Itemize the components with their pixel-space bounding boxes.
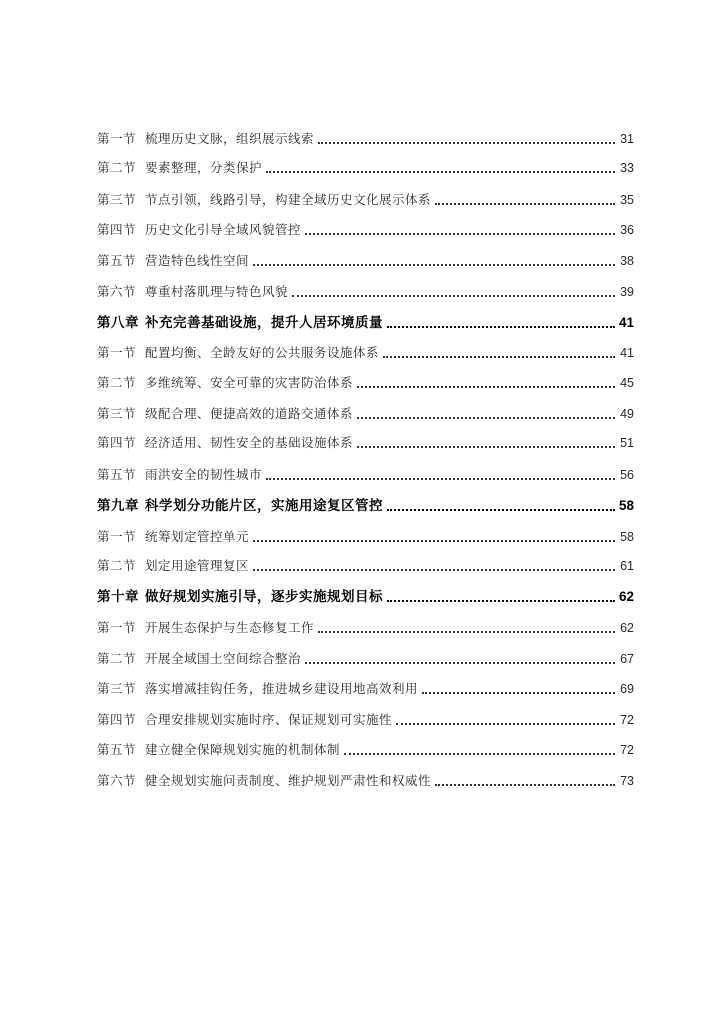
toc-entry-number: 第五节 — [97, 253, 137, 268]
dot-leader — [266, 170, 615, 173]
toc-entry-label — [97, 585, 383, 605]
toc-entry-title: 开展生态保护与生态修复工作 — [145, 620, 315, 635]
toc-entry-number: 第二节 — [97, 375, 137, 390]
toc-chapter-title: 做好规划实施引导，逐步实施规划目标 — [145, 589, 383, 605]
dot-leader — [253, 568, 615, 571]
toc-entry-number: 第四节 — [97, 435, 137, 450]
dot-leader — [435, 783, 615, 786]
toc-page-number: 45 — [620, 376, 634, 390]
dot-leader — [387, 599, 615, 602]
toc-entry-number: 第六节 — [97, 284, 137, 299]
toc-entry-label — [97, 190, 431, 208]
toc-entry-title: 开展全域国土空间综合整治 — [145, 651, 302, 666]
dot-leader — [383, 355, 615, 358]
toc-entry[interactable] — [97, 343, 634, 361]
toc-entry-number: 第五节 — [97, 467, 137, 482]
toc-entry-label — [97, 282, 288, 300]
toc-entry-label — [97, 251, 249, 269]
dot-leader — [357, 445, 615, 448]
toc-entry-number: 第四节 — [97, 222, 137, 237]
toc-entry-number: 第二节 — [97, 160, 137, 175]
toc-entry-title: 历史文化引导全域风貌管控 — [145, 222, 302, 237]
toc-page-number: 72 — [620, 743, 634, 757]
toc-entry-label — [97, 220, 301, 238]
toc-entry-number: 第一节 — [97, 620, 137, 635]
toc-entry-label — [97, 494, 383, 514]
toc-entry[interactable] — [97, 373, 634, 391]
toc-entry-label — [97, 527, 249, 545]
toc-entry-title: 建立健全保障规划实施的机制体制 — [145, 742, 341, 757]
toc-entry-number: 第三节 — [97, 406, 137, 421]
toc-chapter-entry[interactable] — [97, 311, 634, 331]
toc-entry[interactable] — [97, 679, 634, 697]
toc-entry-label — [97, 710, 392, 728]
toc-entry-title: 要素整理，分类保护 — [145, 160, 263, 175]
dot-leader — [305, 232, 615, 235]
toc-entry-title: 级配合理、便捷高效的道路交通体系 — [145, 406, 354, 421]
toc-entry[interactable] — [97, 251, 634, 269]
toc-chapter-entry[interactable] — [97, 585, 634, 605]
dot-leader — [318, 630, 615, 633]
toc-entry[interactable] — [97, 771, 634, 789]
toc-page-number: 67 — [620, 652, 634, 666]
toc-entry-number: 第二节 — [97, 558, 137, 573]
dot-leader — [344, 752, 615, 755]
toc-entry-label — [97, 343, 379, 361]
toc-entry-number: 第六节 — [97, 773, 137, 788]
toc-entry-title: 经济适用、韧性安全的基础设施体系 — [145, 435, 354, 450]
toc-entry-label — [97, 404, 353, 422]
toc-page-number: 51 — [620, 436, 634, 450]
dot-leader — [305, 661, 615, 664]
toc-entry-title: 梳理历史文脉，组织展示线索 — [145, 131, 315, 146]
toc-page-number: 31 — [620, 132, 634, 146]
toc-page-number: 38 — [620, 254, 634, 268]
toc-page-number: 61 — [620, 559, 634, 573]
toc-entry-title: 配置均衡、全龄友好的公共服务设施体系 — [145, 345, 380, 360]
toc-page-number: 41 — [618, 315, 634, 330]
dot-leader — [387, 325, 615, 328]
dot-leader — [357, 385, 615, 388]
dot-leader — [266, 477, 615, 480]
toc-entry-title: 节点引领，线路引导，构建全域历史文化展示体系 — [145, 192, 432, 207]
dot-leader — [387, 508, 615, 511]
toc-page-number: 49 — [620, 407, 634, 421]
toc-entry-title: 划定用途管理复区 — [145, 558, 250, 573]
toc-entry[interactable] — [97, 433, 634, 451]
toc-entry-number: 第三节 — [97, 681, 137, 696]
toc-page-number: 62 — [618, 589, 634, 604]
toc-page-number: 35 — [620, 193, 634, 207]
toc-entry[interactable] — [97, 649, 634, 667]
toc-chapter-title: 科学划分功能片区，实施用途复区管控 — [145, 498, 383, 514]
toc-chapter-entry[interactable] — [97, 494, 634, 514]
toc-entry-label — [97, 740, 340, 758]
dot-leader — [292, 294, 615, 297]
toc-entry-number: 第一节 — [97, 529, 137, 544]
toc-entry-title: 合理安排规划实施时序、保证规划可实施性 — [145, 712, 393, 727]
toc-entry-label — [97, 618, 314, 636]
toc-page-number: 41 — [620, 346, 634, 360]
toc-entry-label — [97, 679, 418, 697]
toc-entry[interactable] — [97, 527, 634, 545]
dot-leader — [253, 263, 615, 266]
dot-leader — [357, 416, 615, 419]
toc-page-number: 72 — [620, 713, 634, 727]
toc-chapter-title: 补充完善基础设施，提升人居环境质量 — [145, 315, 383, 331]
toc-entry-label — [97, 129, 314, 147]
toc-entry-label — [97, 158, 262, 176]
toc-entry-title: 多维统筹、安全可靠的灾害防治体系 — [145, 375, 354, 390]
dot-leader — [318, 141, 615, 144]
toc-entry-label — [97, 649, 301, 667]
toc-entry-label — [97, 556, 249, 574]
toc-entry-number: 第二节 — [97, 651, 137, 666]
toc-entry-title: 统筹划定管控单元 — [145, 529, 250, 544]
toc-entry[interactable] — [97, 404, 634, 422]
toc-entry-title: 营造特色线性空间 — [145, 253, 250, 268]
dot-leader — [435, 202, 615, 205]
toc-chapter-number: 第十章 — [97, 589, 139, 605]
dot-leader — [422, 691, 615, 694]
toc-entry-title: 雨洪安全的韧性城市 — [145, 467, 263, 482]
toc-page-number: 69 — [620, 682, 634, 696]
toc-entry[interactable] — [97, 190, 634, 208]
toc-entry[interactable] — [97, 465, 634, 483]
toc-entry-title: 健全规划实施问责制度、维护规划严肃性和权威性 — [145, 773, 432, 788]
toc-entry-title: 落实增减挂钩任务，推进城乡建设用地高效利用 — [145, 681, 419, 696]
toc-entry-label — [97, 771, 431, 789]
toc-page-number: 58 — [620, 530, 634, 544]
toc-page-number: 56 — [620, 468, 634, 482]
toc-entry[interactable] — [97, 220, 634, 238]
toc-page-number: 73 — [620, 774, 634, 788]
toc-page-number: 39 — [620, 285, 634, 299]
toc-chapter-number: 第八章 — [97, 315, 139, 331]
toc-entry[interactable] — [97, 282, 634, 300]
toc-entry[interactable] — [97, 158, 634, 176]
toc-entry[interactable] — [97, 129, 634, 147]
toc-page-number: 58 — [618, 498, 634, 513]
toc-entry[interactable] — [97, 710, 634, 728]
toc-entry-label — [97, 311, 383, 331]
toc-entry[interactable] — [97, 740, 634, 758]
toc-entry-number: 第四节 — [97, 712, 137, 727]
toc-entry-number: 第五节 — [97, 742, 137, 757]
toc-entry-number: 第一节 — [97, 131, 137, 146]
toc-entry-number: 第一节 — [97, 345, 137, 360]
toc-entry[interactable] — [97, 556, 634, 574]
toc-entry-label — [97, 373, 353, 391]
toc-page-number: 33 — [620, 161, 634, 175]
dot-leader — [396, 722, 615, 725]
toc-page-number: 36 — [620, 223, 634, 237]
toc-entry-label — [97, 465, 262, 483]
toc-entry-label — [97, 433, 353, 451]
toc-entry-number: 第三节 — [97, 192, 137, 207]
toc-page-number: 62 — [620, 621, 634, 635]
toc-entry-title: 尊重村落肌理与特色风貌 — [145, 284, 289, 299]
dot-leader — [253, 539, 615, 542]
toc-chapter-number: 第九章 — [97, 498, 139, 514]
toc-entry[interactable] — [97, 618, 634, 636]
